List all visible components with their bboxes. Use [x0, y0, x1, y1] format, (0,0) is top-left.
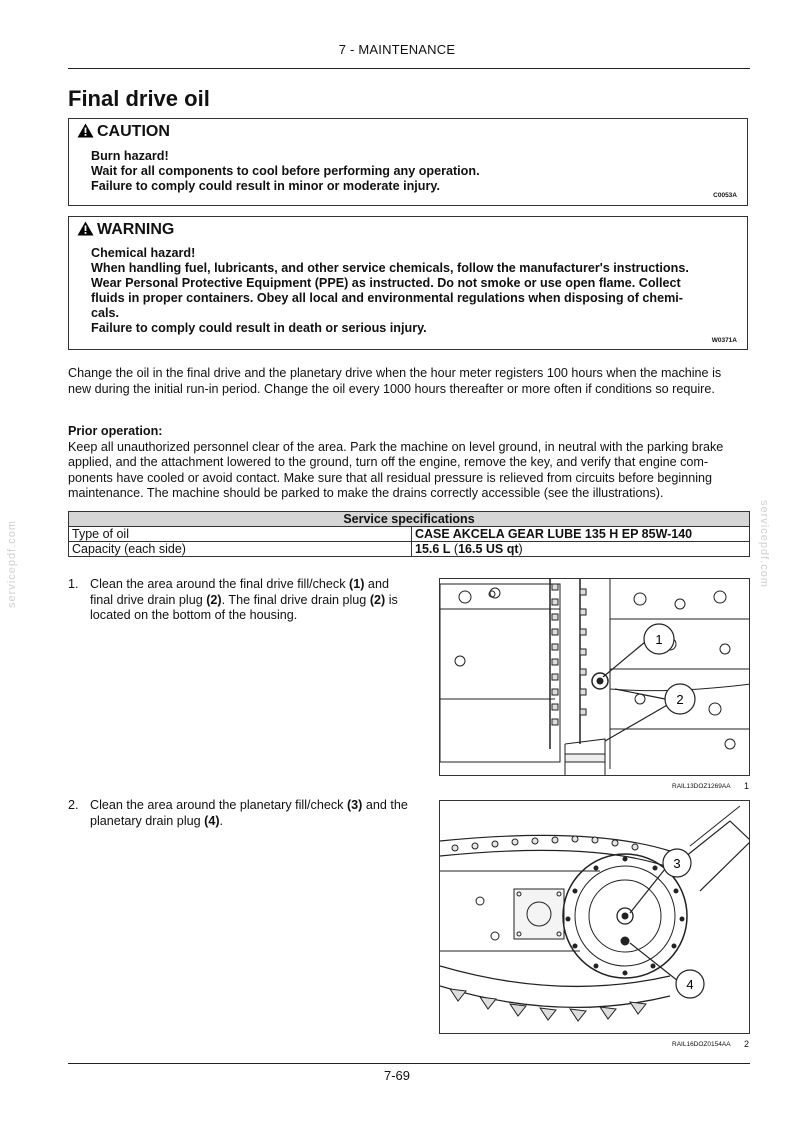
prior-line: Keep all unauthorized personnel clear of the area. Park the machine on level ground, in neutral with the parking brake — [68, 439, 724, 454]
step-callout-ref: (1) — [349, 577, 365, 591]
intro-line: Change the oil in the final drive and the planetary drive when the hour meter registers 100 hours when the machine is — [68, 366, 722, 380]
table-row — [69, 512, 750, 527]
prior-line: ponents have cooled or avoid contact. Make sure that all residual pressure is relieved from circuits before beginning — [68, 470, 713, 485]
warning-line: cals. — [91, 306, 120, 320]
caution-heading-text: CAUTION — [97, 123, 170, 140]
step-text — [90, 577, 413, 624]
warning-line: Wear Personal Protective Equipment (PPE) as instructed. Do not smoke or use open flame. Collect — [91, 276, 681, 290]
intro-line: new during the initial run-in period. Change the oil every 1000 hours thereafter or more often if conditions so require. — [68, 381, 715, 396]
warning-line: When handling fuel, lubricants, and other service chemicals, follow the manufacturer's instructions. — [91, 261, 689, 275]
watermark-left: servicepdf.com — [6, 520, 18, 608]
step-callout-ref: (2) — [206, 592, 222, 607]
step-text-part: is located on the bottom of the housing. — [90, 592, 398, 622]
prior-line: applied, and the attachment lowered to the ground, turn off the engine, remove the key, and verify that engine com- — [68, 455, 709, 469]
caution-line: Wait for all components to cool before performing any operation. — [91, 164, 480, 178]
spec-value — [412, 542, 750, 557]
caution-text — [91, 149, 729, 194]
warning-line: fluids in proper containers. Obey all local and environmental regulations when disposing of chemi- — [91, 291, 684, 305]
caution-box — [68, 118, 748, 206]
warning-triangle-icon — [77, 221, 94, 236]
spec-label: Type of oil — [69, 527, 412, 542]
step-callout-ref: (2) — [369, 592, 386, 607]
step-text-part: and the planetary drain plug — [90, 798, 408, 828]
callout-3: 3 — [673, 856, 681, 871]
spec-paren-open: ( — [450, 542, 459, 556]
spec-value-imperial: 16.5 US qt — [458, 542, 519, 556]
step-2 — [68, 798, 413, 838]
callout-2: 2 — [676, 692, 684, 707]
table-heading: Service specifications — [69, 512, 750, 527]
page-title: Final drive oil — [68, 86, 210, 111]
step-number: 1. — [68, 577, 79, 591]
figure-2 — [439, 800, 750, 1034]
step-number: 2. — [68, 798, 79, 812]
figure-code: RAIL13DOZ1269AA — [672, 783, 731, 790]
callout-4: 4 — [686, 977, 694, 992]
figure-1 — [439, 578, 750, 776]
intro-paragraph — [68, 366, 752, 397]
watermark-right: servicepdf.com — [758, 500, 770, 588]
page-number: 7-69 — [383, 1068, 411, 1083]
step-text-part: Clean the area around the planetary fill/check — [90, 798, 347, 812]
table-row — [69, 527, 750, 542]
step-text-part: . The final drive drain plug — [221, 592, 370, 607]
step-1 — [68, 577, 413, 637]
step-callout-ref: (3) — [346, 798, 363, 812]
step-text-part: . — [219, 813, 224, 828]
warning-box — [68, 216, 748, 350]
spec-label: Capacity (each side) — [69, 542, 412, 557]
caution-code: C0053A — [713, 192, 737, 199]
prior-line: maintenance. The machine should be parked to make the drains correctly accessible (see the illustrations). — [68, 486, 664, 500]
section-header: 7 - MAINTENANCE — [338, 42, 456, 57]
warning-heading-text: WARNING — [97, 221, 175, 238]
prior-operation-heading: Prior operation: — [68, 424, 163, 438]
step-text-part: Clean the area around the final drive fill/check — [90, 577, 350, 591]
service-specifications-table — [68, 511, 750, 557]
step-text — [90, 798, 413, 829]
prior-operation — [68, 424, 752, 502]
spec-value: CASE AKCELA GEAR LUBE 135 H EP 85W-140 — [412, 527, 750, 542]
warning-line: Chemical hazard! — [91, 246, 196, 260]
figure-number: 1 — [744, 781, 750, 791]
header-rule — [68, 68, 750, 69]
warning-heading — [77, 221, 174, 239]
warning-text — [91, 246, 729, 336]
step-callout-ref: (4) — [204, 813, 220, 828]
figure-code: RAIL16DOZ0154AA — [672, 1041, 731, 1048]
footer-rule — [68, 1063, 750, 1064]
callout-1: 1 — [655, 632, 663, 647]
figure-number: 2 — [744, 1039, 750, 1049]
spec-value-metric: 15.6 L — [415, 542, 451, 556]
planetary-drive-illustration — [440, 801, 750, 1034]
warning-code: W0371A — [711, 337, 737, 344]
spec-paren-close: ) — [518, 542, 523, 556]
step-text-part: and final drive drain plug — [90, 577, 389, 607]
warning-triangle-icon — [77, 123, 94, 138]
caution-line: Burn hazard! — [91, 149, 169, 163]
table-row — [69, 542, 750, 557]
caution-heading — [77, 123, 170, 141]
warning-line: Failure to comply could result in death or serious injury. — [91, 321, 427, 335]
final-drive-illustration — [440, 579, 750, 776]
caution-line: Failure to comply could result in minor or moderate injury. — [91, 179, 440, 193]
